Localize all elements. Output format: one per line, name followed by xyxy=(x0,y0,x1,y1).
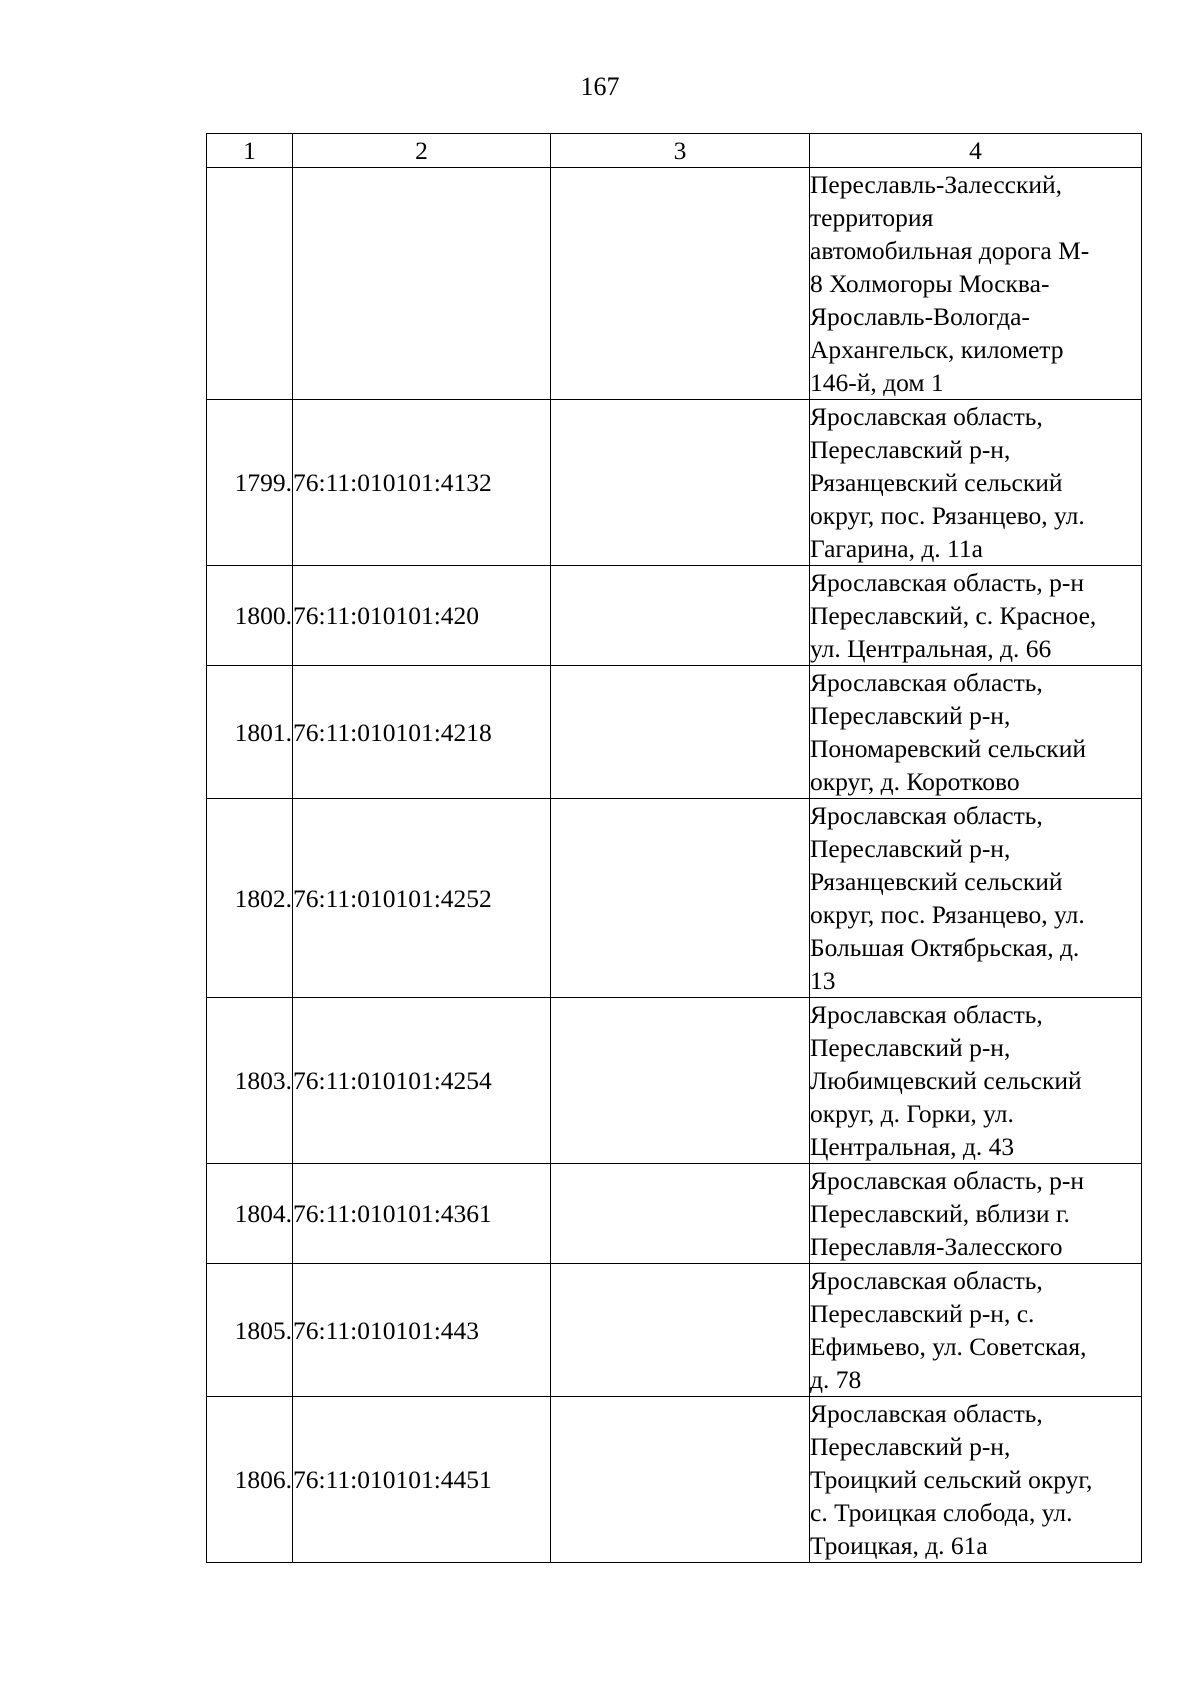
address-line: Ярославская область, xyxy=(810,668,1043,697)
address-line: Переславский р-н, с. xyxy=(810,1299,1035,1328)
table-body xyxy=(207,134,1142,1563)
address-line: Большая Октябрьская, д. xyxy=(810,933,1080,962)
address-cell xyxy=(810,566,1142,666)
address-line: Ярославская область, р-н xyxy=(810,568,1085,597)
row-number-cell: 1799. xyxy=(207,400,293,566)
address-line: 8 Холмогоры Москва- xyxy=(810,269,1050,298)
column-header-2: 2 xyxy=(293,134,551,168)
column-header-1: 1 xyxy=(207,134,293,168)
address-cell xyxy=(810,666,1142,799)
cadastral-number-cell: 76:11:010101:4252 xyxy=(293,799,551,998)
address-line: 146-й, дом 1 xyxy=(810,368,944,397)
address-line: Переславский р-н, xyxy=(810,701,1011,730)
column-3-cell xyxy=(551,666,810,799)
column-3-cell xyxy=(551,566,810,666)
row-number-cell: 1803. xyxy=(207,998,293,1164)
address-line: Ярославская область, xyxy=(810,1399,1043,1428)
address-line: Архангельск, километр xyxy=(810,335,1064,364)
column-3-cell xyxy=(551,799,810,998)
cadastral-number-cell: 76:11:010101:4451 xyxy=(293,1397,551,1563)
table-row xyxy=(207,998,1142,1164)
address-line: территория xyxy=(810,203,934,232)
address-cell xyxy=(810,1264,1142,1397)
column-header-3: 3 xyxy=(551,134,810,168)
column-header-4: 4 xyxy=(810,134,1142,168)
address-line: Центральная, д. 43 xyxy=(810,1132,1015,1161)
address-line: Переславский р-н, xyxy=(810,1432,1011,1461)
address-line: Рязанцевский сельский xyxy=(810,867,1063,896)
address-line: округ, д. Горки, ул. xyxy=(810,1099,1014,1128)
table-row xyxy=(207,1264,1142,1397)
table-row xyxy=(207,799,1142,998)
cadastral-number-cell: 76:11:010101:4361 xyxy=(293,1164,551,1264)
address-line: Переславский р-н, xyxy=(810,1033,1011,1062)
column-3-cell xyxy=(551,998,810,1164)
address-cell xyxy=(810,1164,1142,1264)
column-3-cell xyxy=(551,1164,810,1264)
address-line: Переславский р-н, xyxy=(810,834,1011,863)
address-line: Ярославская область, xyxy=(810,402,1043,431)
row-number-cell: 1805. xyxy=(207,1264,293,1397)
address-line: д. 78 xyxy=(810,1365,862,1394)
cadastral-number-cell: 76:11:010101:4132 xyxy=(293,400,551,566)
table-header-row xyxy=(207,134,1142,168)
table-row xyxy=(207,400,1142,566)
address-line: Переславский, с. Красное, xyxy=(810,601,1097,630)
address-line: Ярославская область, xyxy=(810,1000,1043,1029)
address-line: Гагарина, д. 11а xyxy=(810,534,983,563)
address-cell xyxy=(810,168,1142,400)
address-cell xyxy=(810,998,1142,1164)
address-line: Пономаревский сельский xyxy=(810,734,1086,763)
address-line: ул. Центральная, д. 66 xyxy=(810,634,1052,663)
address-line: округ, д. Коротково xyxy=(810,767,1020,796)
row-number-cell: 1800. xyxy=(207,566,293,666)
table-row xyxy=(207,1397,1142,1563)
address-line: Любимцевский сельский xyxy=(810,1066,1082,1095)
column-3-cell xyxy=(551,1264,810,1397)
address-line: с. Троицкая слобода, ул. xyxy=(810,1498,1073,1527)
address-line: округ, пос. Рязанцево, ул. xyxy=(810,900,1085,929)
address-cell xyxy=(810,400,1142,566)
cadastral-number-cell: 76:11:010101:4218 xyxy=(293,666,551,799)
row-number-cell: 1804. xyxy=(207,1164,293,1264)
row-number-cell: 1806. xyxy=(207,1397,293,1563)
cadastral-number-cell xyxy=(293,168,551,400)
address-line: Ярославская область, р-н xyxy=(810,1166,1085,1195)
column-3-cell xyxy=(551,400,810,566)
address-line: Ефимьево, ул. Советская, xyxy=(810,1332,1087,1361)
row-number-cell: 1802. xyxy=(207,799,293,998)
table-row xyxy=(207,168,1142,400)
address-line: Рязанцевский сельский xyxy=(810,468,1063,497)
address-line: Переславский р-н, xyxy=(810,435,1011,464)
address-line: автомобильная дорога М- xyxy=(810,236,1090,265)
table-row xyxy=(207,666,1142,799)
property-register-table xyxy=(206,133,1142,1563)
address-line: Переславский, вблизи г. xyxy=(810,1199,1070,1228)
address-cell xyxy=(810,799,1142,998)
address-line: Переславля-Залесского xyxy=(810,1232,1063,1261)
row-number-cell: 1801. xyxy=(207,666,293,799)
address-line: Троицкий сельский округ, xyxy=(810,1465,1093,1494)
address-line: Ярославская область, xyxy=(810,1266,1043,1295)
row-number-cell xyxy=(207,168,293,400)
address-line: Троицкая, д. 61а xyxy=(810,1531,988,1560)
address-line: Переславль-Залесский, xyxy=(810,170,1063,199)
address-line: Ярославская область, xyxy=(810,801,1043,830)
cadastral-number-cell: 76:11:010101:4254 xyxy=(293,998,551,1164)
column-3-cell xyxy=(551,168,810,400)
address-cell xyxy=(810,1397,1142,1563)
cadastral-number-cell: 76:11:010101:420 xyxy=(293,566,551,666)
cadastral-number-cell: 76:11:010101:443 xyxy=(293,1264,551,1397)
address-line: округ, пос. Рязанцево, ул. xyxy=(810,501,1085,530)
table-row xyxy=(207,1164,1142,1264)
address-line: 13 xyxy=(810,966,836,995)
table-row xyxy=(207,566,1142,666)
address-line: Ярославль-Вологда- xyxy=(810,302,1030,331)
column-3-cell xyxy=(551,1397,810,1563)
page-number: 167 xyxy=(580,72,620,101)
